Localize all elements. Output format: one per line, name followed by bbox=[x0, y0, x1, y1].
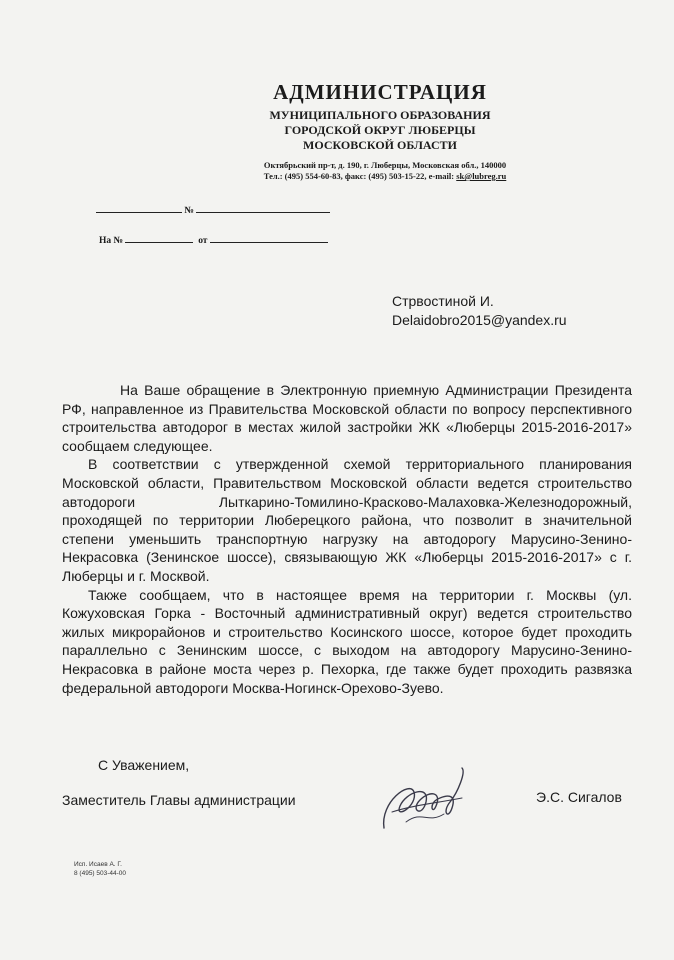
handwritten-signature bbox=[370, 762, 480, 842]
signer-name: Э.С. Сигалов bbox=[536, 789, 622, 805]
letter-body bbox=[62, 381, 632, 697]
org-contacts-text: Тел.: (495) 554-60-83, факс: (495) 503-15-22, e-mail: bbox=[263, 171, 457, 181]
org-address-block bbox=[220, 160, 550, 182]
reply-number-blank bbox=[125, 233, 193, 243]
executor-phone: 8 (495) 503-44-00 bbox=[74, 870, 127, 877]
org-subtitle-line: МУНИЦИПАЛЬНОГО ОБРАЗОВАНИЯ bbox=[269, 108, 491, 122]
body-paragraph: Также сообщаем, что в настоящее время на территории г. Москвы (ул. Кожуховская Горка - Восточный административный округ) ведется строительство жилых микрорайонов и строительство Косинского шоссе, которое будет проходить параллельно с Зенинским шоссе, с выходом на автодорогу Марусино-Зенино-Некрасовка в районе моста через р. Пехорка, где также будет проходить развязка федеральной автодороги Москва-Ногинск-Орехово-Зуево. bbox=[62, 586, 632, 696]
executor-name: Исп. Исаев А. Г. bbox=[74, 861, 122, 868]
reply-date-blank bbox=[210, 233, 328, 243]
signer-position: Заместитель Главы администрации bbox=[62, 792, 296, 808]
recipient-email: Delaidobro2015@yandex.ru bbox=[392, 312, 567, 328]
org-title: АДМИНИСТРАЦИЯ bbox=[273, 80, 487, 104]
org-subtitle bbox=[215, 108, 545, 153]
recipient-block bbox=[392, 292, 567, 330]
org-subtitle-line: МОСКОВСКОЙ ОБЛАСТИ bbox=[303, 138, 457, 152]
date-label: от bbox=[198, 236, 208, 246]
outgoing-ref-line bbox=[96, 203, 330, 216]
ref-number-blank bbox=[196, 203, 330, 213]
org-address: Октябрьский пр-т, д. 190, г. Люберцы, Московская обл., 140000 bbox=[263, 160, 507, 170]
ref-date-blank bbox=[96, 203, 182, 213]
body-paragraph: В соответствии с утвержденной схемой территориального планирования Московской области, Правительством Московской области ведется строительство автодороги Лыткарино-Томилино-Красково-Малаховка-Железнодорожный, проходящей по территории Люберецкого района, что позволит в значительной степени уменьшить транспортную нагрузку на автодорогу Марусино-Зенино-Некрасовка (Зенинское шоссе), связывающую ЖК «Люберцы 2015-2016-2017» с г. Люберцы и г. Москвой. bbox=[62, 456, 632, 584]
incoming-ref-line bbox=[99, 233, 328, 246]
executor-block bbox=[74, 860, 126, 878]
org-contacts bbox=[220, 171, 550, 182]
closing-regards: С Уважением, bbox=[98, 757, 190, 773]
number-sign: № bbox=[184, 206, 194, 216]
recipient-name: Стрвостиной И. bbox=[392, 293, 494, 309]
body-paragraph: На Ваше обращение в Электронную приемную Администрации Президента РФ, направленное из Правительства Московской области по вопросу перспективного строительства автодорог в местах жилой застройки ЖК «Люберцы 2015-2016-2017» сообщаем следующее. bbox=[62, 382, 632, 454]
reply-to-label: На № bbox=[99, 236, 124, 246]
org-email-link[interactable]: sk@lubreg.ru bbox=[456, 171, 507, 181]
org-subtitle-line: ГОРОДСКОЙ ОКРУГ ЛЮБЕРЦЫ bbox=[284, 123, 476, 137]
